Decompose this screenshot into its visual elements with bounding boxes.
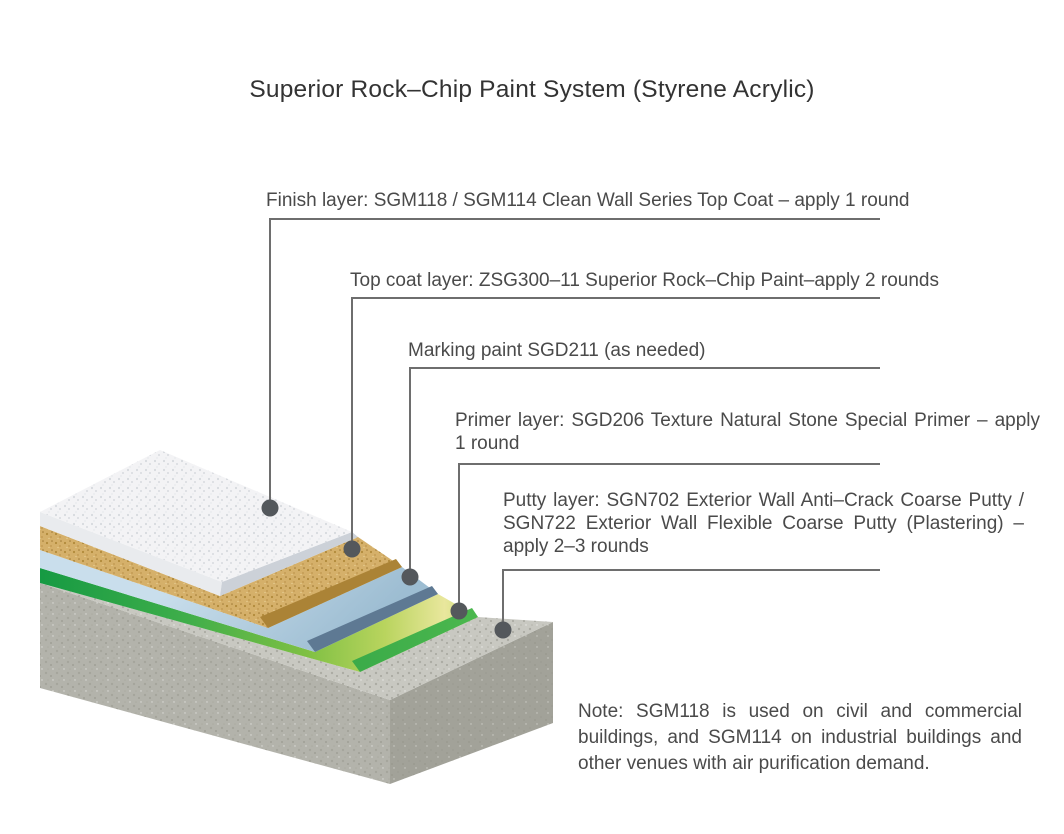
callout-dot-topcoat: [344, 541, 361, 558]
leader-line-putty: [503, 570, 880, 630]
page-title: Superior Rock–Chip Paint System (Styrene Acrylic): [249, 76, 815, 103]
callout-dot-finish: [262, 500, 279, 517]
callout-label-primer: Primer layer: SGD206 Texture Natural Stone Special Primer – apply 1 round: [455, 410, 1040, 454]
footnote: Note: SGM118 is used on civil and commercial buildings, and SGM114 on industrial buildings and other venues with air purification demand.: [578, 701, 1022, 774]
callout-label-marking: Marking paint SGD211 (as needed): [408, 340, 706, 361]
callout-label-finish: Finish layer: SGM118 / SGM114 Clean Wall Series Top Coat – apply 1 round: [266, 190, 910, 211]
callout-dot-putty: [495, 622, 512, 639]
callout-label-topcoat: Top coat layer: ZSG300–11 Superior Rock–Chip Paint–apply 2 rounds: [350, 270, 939, 291]
callout-dot-primer: [451, 603, 468, 620]
callout-dot-marking: [402, 569, 419, 586]
callout-label-putty: Putty layer: SGN702 Exterior Wall Anti–Crack Coarse Putty / SGN722 Exterior Wall Flexible Coarse Putty (Plastering) – apply 2–3 rounds: [503, 490, 1024, 557]
